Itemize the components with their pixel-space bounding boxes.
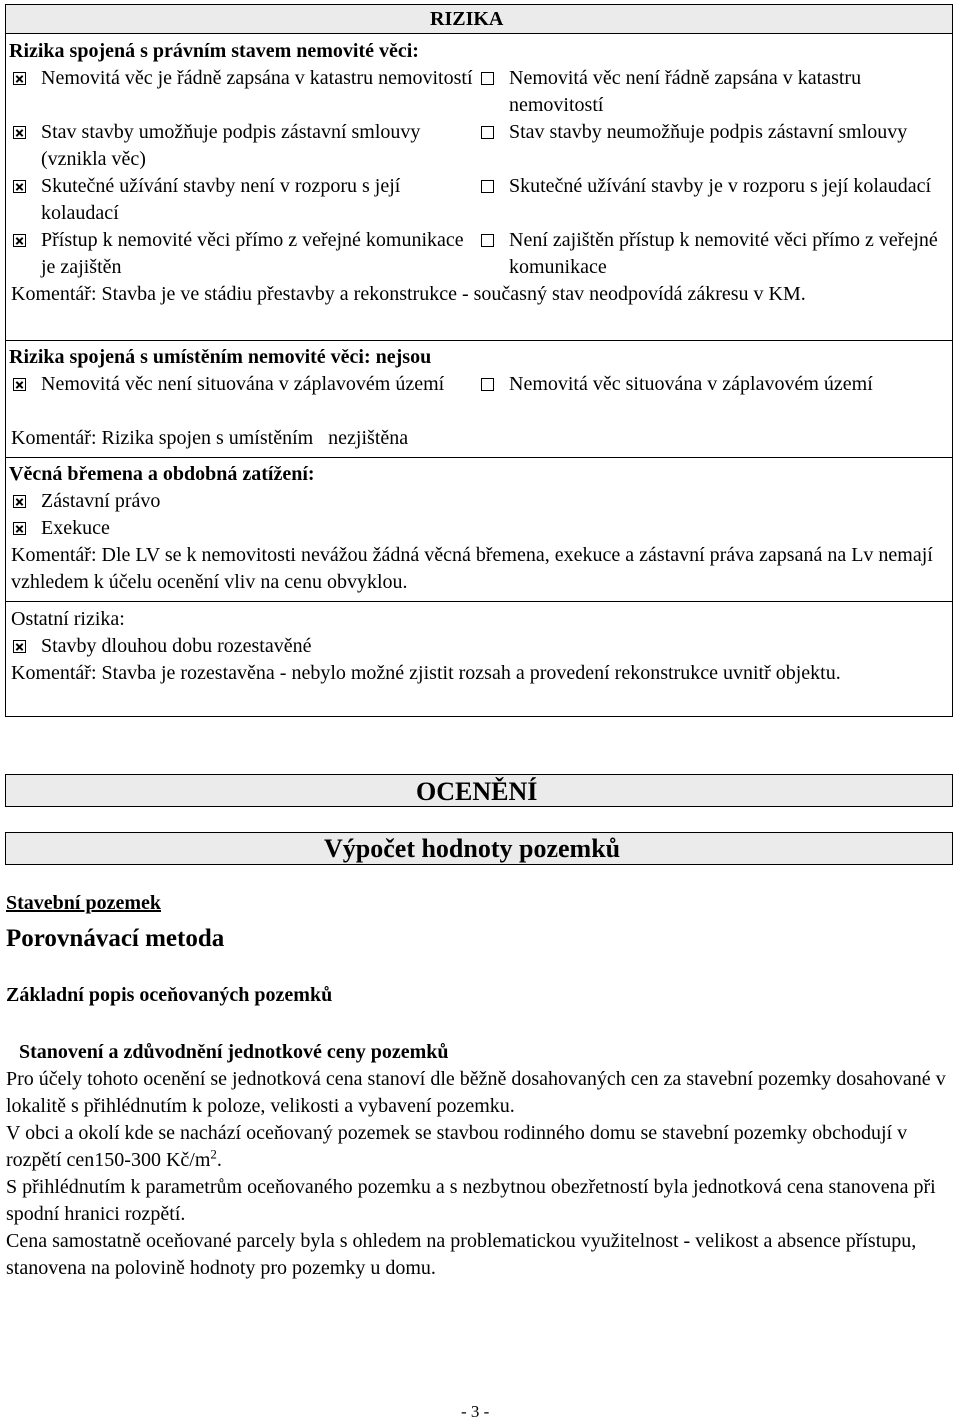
location-risk-row — [9, 371, 949, 425]
burdens-comment: Komentář: Dle LV se k nemovitosti nevážou žádná věcná břemena, exekuce a zástavní práva zapsaná na Lv nemají vzhledem k účelu ocenění vliv na cenu obvyklou. — [11, 544, 933, 593]
risk-option-label: Nemovitá věc je řádně zapsána v katastru nemovitostí — [41, 67, 473, 89]
divider — [5, 457, 953, 458]
oceneni-header — [5, 774, 953, 807]
risk-option-label: Nemovitá věc není situována v záplavovém území — [41, 373, 445, 395]
method-heading: Porovnávací metoda — [6, 925, 225, 952]
checkbox-empty-icon[interactable] — [481, 126, 494, 139]
risk-option-label: Skutečné užívání stavby není v rozporu s její kolaudací — [41, 175, 401, 224]
other-risk-item — [9, 633, 949, 660]
burdens-section — [5, 461, 953, 596]
page-number: - 3 - — [461, 1402, 490, 1421]
rizika-title: RIZIKA — [430, 8, 504, 30]
risk-option-label: Není zajištěn přístup k nemovité věci přímo z veřejné komunikace — [509, 229, 938, 278]
other-risk-label: Stavby dlouhou dobu rozestavěné — [41, 635, 312, 657]
checkbox-empty-icon[interactable] — [481, 378, 494, 391]
checkbox-checked-icon[interactable] — [13, 126, 26, 139]
checkbox-checked-icon[interactable] — [13, 72, 26, 85]
oceneni-subtitle: Výpočet hodnoty pozemků — [324, 834, 621, 863]
legal-risk-row — [9, 119, 949, 173]
checkbox-checked-icon[interactable] — [13, 378, 26, 391]
risk-option-label: Nemovitá věc situována v záplavovém území — [509, 373, 873, 395]
risk-option-label: Přístup k nemovité věci přímo z veřejné komunikace je zajištěn — [41, 229, 464, 278]
legal-risks-heading: Rizika spojená s právním stavem nemovité věci: — [9, 40, 419, 62]
other-risks-comment: Komentář: Stavba je rozestavěna - nebylo možné zjistit rozsah a provedení rekonstrukce uvnitř objektu. — [11, 662, 841, 684]
paragraph: Cena samostatně oceňované parcely byla s ohledem na problematickou využitelnost - velikost a absence přístupu, stanovena na polovině hodnoty pro pozemky u domu. — [6, 1230, 917, 1279]
divider — [5, 340, 953, 341]
legal-risk-row — [9, 173, 949, 227]
location-risks-section — [5, 344, 953, 452]
checkbox-empty-icon[interactable] — [481, 234, 494, 247]
checkbox-checked-icon[interactable] — [13, 234, 26, 247]
risk-option-label: Skutečné užívání stavby je v rozporu s její kolaudací — [509, 175, 932, 197]
checkbox-empty-icon[interactable] — [481, 72, 494, 85]
location-risks-comment: Komentář: Rizika spojen s umístěním nezjištěna — [11, 427, 409, 449]
burden-label: Exekuce — [41, 517, 110, 539]
paragraph: S přihlédnutím k parametrům oceňovaného pozemku a s nezbytnou obezřetností byla jednotková cena stanovena při spodní hranici rozpětí. — [6, 1176, 936, 1225]
divider — [5, 601, 953, 602]
risk-option-label: Stav stavby umožňuje podpis zástavní smlouvy (vznikla věc) — [41, 121, 421, 170]
price-text — [6, 1066, 956, 1282]
legal-risk-row — [9, 227, 949, 281]
legal-risks-comment: Komentář: Stavba je ve stádiu přestavby a rekonstrukce - současný stav neodpovídá zákresu v KM. — [11, 283, 806, 305]
other-risks-heading: Ostatní rizika: — [11, 608, 125, 630]
paragraph: Pro účely tohoto ocenění se jednotková cena stanoví dle běžně dosahovaných cen za stavební pozemky dosahované v lokalitě s přihlédnutím k poloze, velikosti a vybavení pozemku. — [6, 1068, 946, 1117]
burdens-heading: Věcná břemena a obdobná zatížení: — [9, 463, 315, 485]
land-type: Stavební pozemek — [6, 892, 161, 914]
risk-option-label: Nemovitá věc není řádně zapsána v katastru nemovitostí — [509, 67, 862, 116]
oceneni-title: OCENĚNÍ — [416, 777, 538, 806]
risk-option-label: Stav stavby neumožňuje podpis zástavní smlouvy — [509, 121, 908, 143]
legal-risk-row — [9, 65, 949, 119]
burden-label: Zástavní právo — [41, 490, 161, 512]
basic-desc-heading: Základní popis oceňovaných pozemků — [6, 984, 333, 1006]
checkbox-checked-icon[interactable] — [13, 180, 26, 193]
checkbox-checked-icon[interactable] — [13, 640, 26, 653]
oceneni-subheader — [5, 832, 953, 865]
legal-risks-section — [5, 38, 953, 308]
checkbox-empty-icon[interactable] — [481, 180, 494, 193]
rizika-header — [5, 4, 953, 34]
burden-item — [9, 488, 949, 515]
price-heading: Stanovení a zdůvodnění jednotkové ceny pozemků — [19, 1041, 449, 1063]
location-risks-heading: Rizika spojená s umístěním nemovité věci: nejsou — [9, 346, 432, 368]
burden-item — [9, 515, 949, 542]
other-risks-section — [5, 606, 953, 687]
paragraph: V obci a okolí kde se nachází oceňovaný pozemek se stavbou rodinného domu se stavební pozemky obchodují v rozpětí cen150-300 $Kč/m^2$. — [6, 1122, 908, 1171]
checkbox-checked-icon[interactable] — [13, 495, 26, 508]
legal-risks-list — [9, 65, 949, 281]
checkbox-checked-icon[interactable] — [13, 522, 26, 535]
